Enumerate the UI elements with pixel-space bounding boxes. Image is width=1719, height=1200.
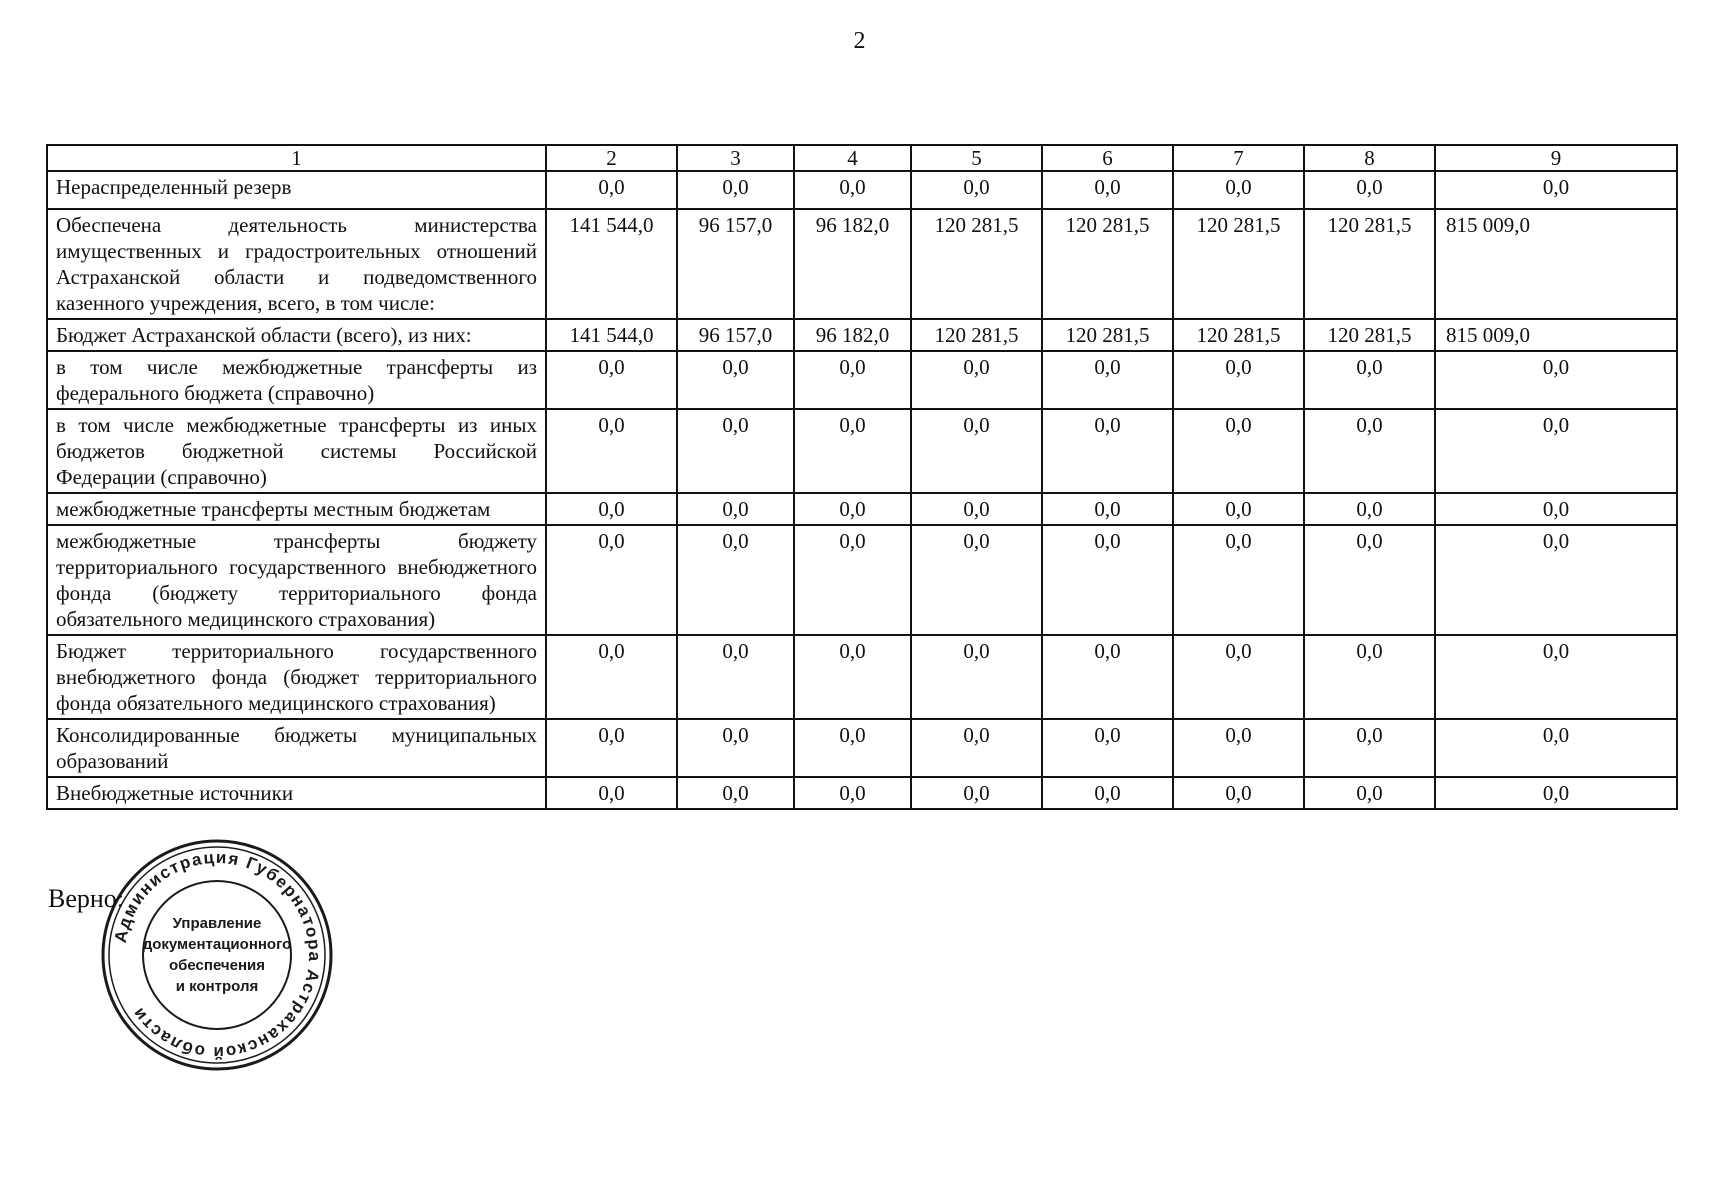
value-cell: 0,0: [1304, 719, 1435, 777]
stamp-line: документационного: [142, 936, 292, 953]
stamp-line: обеспечения: [168, 957, 266, 974]
row-label: Нераспределенный резерв: [47, 171, 546, 209]
value-cell: 0,0: [1435, 525, 1677, 635]
value-cell: 0,0: [1304, 635, 1435, 719]
value-cell: 0,0: [1042, 719, 1173, 777]
row-label: межбюджетные трансферты местным бюджетам: [47, 493, 546, 525]
column-header: 2: [546, 145, 677, 171]
verno-label: Верно:: [48, 884, 125, 913]
value-cell: 0,0: [546, 525, 677, 635]
column-header: 5: [911, 145, 1042, 171]
value-cell: 0,0: [911, 493, 1042, 525]
row-label: Бюджет Астраханской области (всего), из них:: [47, 319, 546, 351]
value-cell: 0,0: [1042, 777, 1173, 809]
value-cell: 0,0: [794, 635, 911, 719]
value-cell: 120 281,5: [911, 209, 1042, 319]
value-cell: 120 281,5: [1173, 319, 1304, 351]
table-row: [47, 635, 1677, 719]
value-cell: 0,0: [911, 635, 1042, 719]
value-cell: 0,0: [911, 525, 1042, 635]
value-cell: 0,0: [546, 409, 677, 493]
value-cell: 0,0: [546, 493, 677, 525]
table-row: [47, 493, 1677, 525]
value-cell: 0,0: [546, 777, 677, 809]
value-cell: 0,0: [677, 171, 794, 209]
value-cell: 0,0: [794, 409, 911, 493]
value-cell: 141 544,0: [546, 319, 677, 351]
value-cell: 96 157,0: [677, 319, 794, 351]
column-header: 3: [677, 145, 794, 171]
official-stamp: [100, 838, 334, 1072]
value-cell: 0,0: [546, 635, 677, 719]
table-row: [47, 209, 1677, 319]
row-label: Бюджет территориального государственного внебюджетного фонда (бюджет территориального фонда обязательного медицинского страхования): [47, 635, 546, 719]
column-header: 6: [1042, 145, 1173, 171]
value-cell: 0,0: [1304, 171, 1435, 209]
value-cell: 0,0: [1435, 409, 1677, 493]
stamp-line: и контроля: [175, 978, 259, 995]
budget-table: [46, 144, 1678, 810]
table-row: [47, 777, 1677, 809]
value-cell: 0,0: [1435, 635, 1677, 719]
row-label: в том числе межбюджетные трансферты из иных бюджетов бюджетной системы Российской Федерации (справочно): [47, 409, 546, 493]
table-row: [47, 525, 1677, 635]
value-cell: 0,0: [677, 719, 794, 777]
value-cell: 0,0: [546, 351, 677, 409]
value-cell: 0,0: [1435, 171, 1677, 209]
value-cell: 0,0: [794, 171, 911, 209]
value-cell: 0,0: [546, 719, 677, 777]
value-cell: 120 281,5: [1173, 209, 1304, 319]
value-cell: 0,0: [1304, 525, 1435, 635]
value-cell: 0,0: [911, 351, 1042, 409]
row-label: Обеспечена деятельность министерства имущественных и градостроительных отношений Астраханской области и подведомственного казенного учреждения, всего, в том числе:: [47, 209, 546, 319]
value-cell: 96 182,0: [794, 319, 911, 351]
value-cell: 0,0: [1435, 351, 1677, 409]
value-cell: 0,0: [1304, 777, 1435, 809]
value-cell: 96 157,0: [677, 209, 794, 319]
value-cell: 0,0: [1173, 719, 1304, 777]
value-cell: 0,0: [911, 409, 1042, 493]
value-cell: 0,0: [677, 635, 794, 719]
value-cell: 0,0: [1173, 525, 1304, 635]
value-cell: 0,0: [1042, 635, 1173, 719]
value-cell: 0,0: [1304, 351, 1435, 409]
page-number: 2: [853, 28, 866, 54]
stamp-center-text: [100, 838, 334, 1072]
value-cell: 0,0: [1435, 493, 1677, 525]
stamp-line: Управление: [172, 915, 262, 932]
value-cell: 0,0: [911, 719, 1042, 777]
value-cell: 0,0: [1042, 525, 1173, 635]
row-label: в том числе межбюджетные трансферты из федерального бюджета (справочно): [47, 351, 546, 409]
value-cell: 0,0: [546, 171, 677, 209]
value-cell: 0,0: [1173, 351, 1304, 409]
row-label: Консолидированные бюджеты муниципальных образований: [47, 719, 546, 777]
value-cell: 0,0: [1304, 493, 1435, 525]
value-cell: 0,0: [677, 777, 794, 809]
value-cell: 0,0: [1173, 171, 1304, 209]
column-header: 4: [794, 145, 911, 171]
value-cell: 0,0: [677, 525, 794, 635]
stamp-ring-text: Администрация Губернатора Астраханской области: [110, 847, 325, 1063]
value-cell: 0,0: [794, 777, 911, 809]
value-cell: 0,0: [794, 719, 911, 777]
value-cell: 0,0: [1042, 409, 1173, 493]
table-row: [47, 319, 1677, 351]
value-cell: 0,0: [794, 493, 911, 525]
value-cell: 120 281,5: [1304, 319, 1435, 351]
value-cell: 0,0: [1173, 493, 1304, 525]
table-row: [47, 719, 1677, 777]
value-cell: 0,0: [1042, 493, 1173, 525]
value-cell: 0,0: [1435, 719, 1677, 777]
column-header: 7: [1173, 145, 1304, 171]
table-row: [47, 171, 1677, 209]
value-cell: 0,0: [1435, 777, 1677, 809]
value-cell: 0,0: [1173, 777, 1304, 809]
column-header: 1: [47, 145, 546, 171]
value-cell: 96 182,0: [794, 209, 911, 319]
value-cell: 0,0: [1173, 635, 1304, 719]
value-cell: 0,0: [794, 351, 911, 409]
value-cell: 120 281,5: [1304, 209, 1435, 319]
value-cell: 0,0: [794, 525, 911, 635]
value-cell: 120 281,5: [1042, 319, 1173, 351]
value-cell: 0,0: [677, 351, 794, 409]
value-cell: 815 009,0: [1435, 209, 1677, 319]
value-cell: 0,0: [1042, 171, 1173, 209]
column-header: 9: [1435, 145, 1677, 171]
value-cell: 0,0: [677, 493, 794, 525]
value-cell: 0,0: [911, 171, 1042, 209]
value-cell: 120 281,5: [1042, 209, 1173, 319]
header-row: [47, 145, 1677, 171]
table-row: [47, 351, 1677, 409]
value-cell: 0,0: [677, 409, 794, 493]
table-row: [47, 409, 1677, 493]
value-cell: 0,0: [911, 777, 1042, 809]
row-label: Внебюджетные источники: [47, 777, 546, 809]
value-cell: 815 009,0: [1435, 319, 1677, 351]
value-cell: 0,0: [1304, 409, 1435, 493]
column-header: 8: [1304, 145, 1435, 171]
value-cell: 0,0: [1042, 351, 1173, 409]
row-label: межбюджетные трансферты бюджету территориального государственного внебюджетного фонда (бюджету территориального фонда обязательного медицинского страхования): [47, 525, 546, 635]
value-cell: 141 544,0: [546, 209, 677, 319]
value-cell: 0,0: [1173, 409, 1304, 493]
value-cell: 120 281,5: [911, 319, 1042, 351]
